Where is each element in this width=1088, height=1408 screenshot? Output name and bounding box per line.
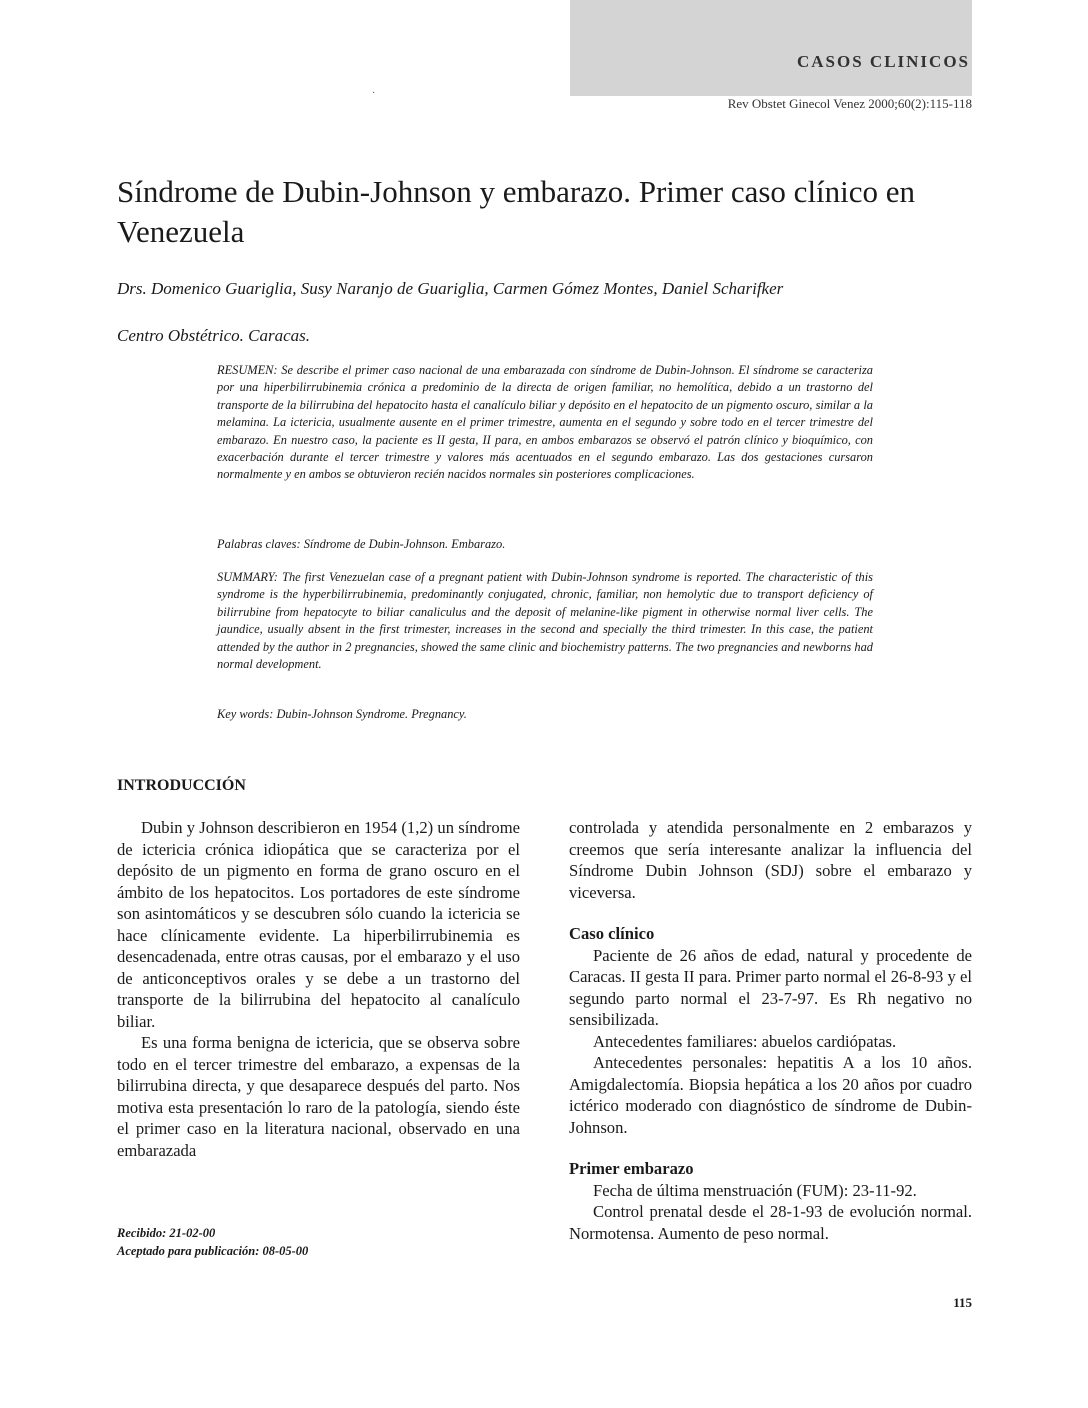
right-column [569, 817, 972, 1244]
section-header-box [570, 0, 972, 96]
caso-clinico-heading: Caso clínico [569, 924, 655, 943]
accepted-date: Aceptado para publicación: 08-05-00 [117, 1244, 309, 1258]
primer-paragraph-1: Fecha de última menstruación (FUM): 23-11-92. [593, 1180, 917, 1200]
article-affiliation: Centro Obstétrico. Caracas. [117, 326, 310, 345]
abstract-summary [217, 569, 873, 673]
keywords-label: Key words: [217, 707, 274, 721]
abstract-resumen [217, 362, 873, 484]
intro-paragraph-2: Es una forma benigna de ictericia, que se observa sobre todo en el tercer trimestre del embarazo, a expensas de la bilirrubina directa, y que desaparece después del parto. Nos motiva esta presentación lo raro de la patología, siendo éste el primer caso en la literatura nacional, observado en una embarazada [117, 1033, 520, 1160]
journal-citation: Rev Obstet Ginecol Venez 2000;60(2):115-118 [727, 96, 972, 111]
section-label: CASOS CLINICOS [796, 52, 970, 71]
palabras-text: Síndrome de Dubin-Johnson. Embarazo. [303, 537, 506, 551]
resumen-label: RESUMEN: [217, 363, 278, 377]
summary-label: SUMMARY: [217, 570, 278, 584]
keywords-text: Dubin-Johnson Syndrome. Pregnancy. [276, 707, 467, 721]
intro-heading: INTRODUCCIÓN [117, 777, 246, 794]
caso-paragraph-1: Paciente de 26 años de edad, natural y procedente de Caracas. II gesta II para. Primer parto normal el 26-8-93 y el segundo parto normal el 23-7-97. Es Rh negativo no sensibilizada. [569, 945, 972, 1029]
primer-paragraph-2: Control prenatal desde el 28-1-93 de evolución normal. Normotensa. Aumento de peso normal. [569, 1202, 972, 1243]
submission-dates [117, 1224, 308, 1260]
intro-paragraph-1: Dubin y Johnson describieron en 1954 (1,2) un síndrome de ictericia crónica idiopática que se caracteriza por el depósito de un pigmento en forma de grano oscuro en el ámbito de los hepatocitos. Los portadores de este síndrome son asintomáticos y se descubren sólo cuando la ictericia se hace clínicamente evidente. La hiperbilirrubinemia es desencadenada, entre otras causas, por el embarazo y el uso de anticonceptivos orales y se debe a un trastorno del transporte de la bilirrubina del hepatocito al canalículo biliar. [117, 818, 520, 1031]
abstract-keywords [217, 706, 873, 723]
caso-paragraph-2: Antecedentes familiares: abuelos cardiópatas. [593, 1031, 897, 1051]
resumen-text: Se describe el primer caso nacional de una embarazada con síndrome de Dubin-Johnson. El síndrome se caracteriza por una hiperbilirrubinemia crónica a predominio de la directa de origen familiar, no hemolítica, debido a un trastorno del transporte de la bilirrubina del hepatocito hasta el canalículo biliar y depósito en el hepatocito de un pigmento oscuro, similar a la melamina. La ictericia, usualmente ausente en el primer trimestre, aumenta en el segundo y sobre todo en el tercer trimestre del embarazo. En nuestro caso, la paciente es II gesta, II para, en ambos embarazos se observó el patrón clínico y bioquímico, con exacerbación durante el tercer trimestre y valores más acentuados en el segundo embarazo. Las dos gestaciones cursaron normalmente y en ambos se obtuvieron recién nacidos normales sin posteriores complicaciones. [217, 363, 873, 482]
palabras-label: Palabras claves: [217, 537, 301, 551]
summary-text: The first Venezuelan case of a pregnant patient with Dubin-Johnson syndrome is reported. The characteristic of this syndrome is the hyperbilirrubinemia, predominantly conjugated, chronic, familiar, non hemolytic due to transport deficiency of bilirrubine from hepatocyte to biliar canaliculus and the deposit of melanine-like pigment in otherwise normal liver cells. The jaundice, usually absent in the first trimester, increases in the second and specially the third trimester. In this case, the patient attended by the author in 2 pregnancies, showed the same clinic and biochemistry patterns. The two pregnancies and newborns had normal development. [217, 570, 873, 672]
received-date: Recibido: 21-02-00 [117, 1226, 216, 1240]
intro-paragraph-continued: controlada y atendida personalmente en 2 embarazos y creemos que sería interesante analizar la influencia del Síndrome Dubin Johnson (SDJ) sobre el embarazo y viceversa. [569, 818, 972, 902]
page-number: 115 [953, 1295, 972, 1310]
caso-paragraph-3: Antecedentes personales: hepatitis A a los 10 años. Amigdalectomía. Biopsia hepática a los 20 años por cuadro ictérico moderado con diagnóstico de síndrome de Dubin-Johnson. [569, 1053, 972, 1137]
article-title: Síndrome de Dubin-Johnson y embarazo. Primer caso clínico en Venezuela [117, 174, 916, 249]
abstract-palabras [217, 536, 873, 553]
primer-embarazo-heading: Primer embarazo [569, 1159, 694, 1178]
article-authors: Drs. Domenico Guariglia, Susy Naranjo de Guariglia, Carmen Gómez Montes, Daniel Scharifker [117, 279, 784, 298]
left-column [117, 817, 520, 1161]
stray-mark: · [372, 88, 376, 99]
